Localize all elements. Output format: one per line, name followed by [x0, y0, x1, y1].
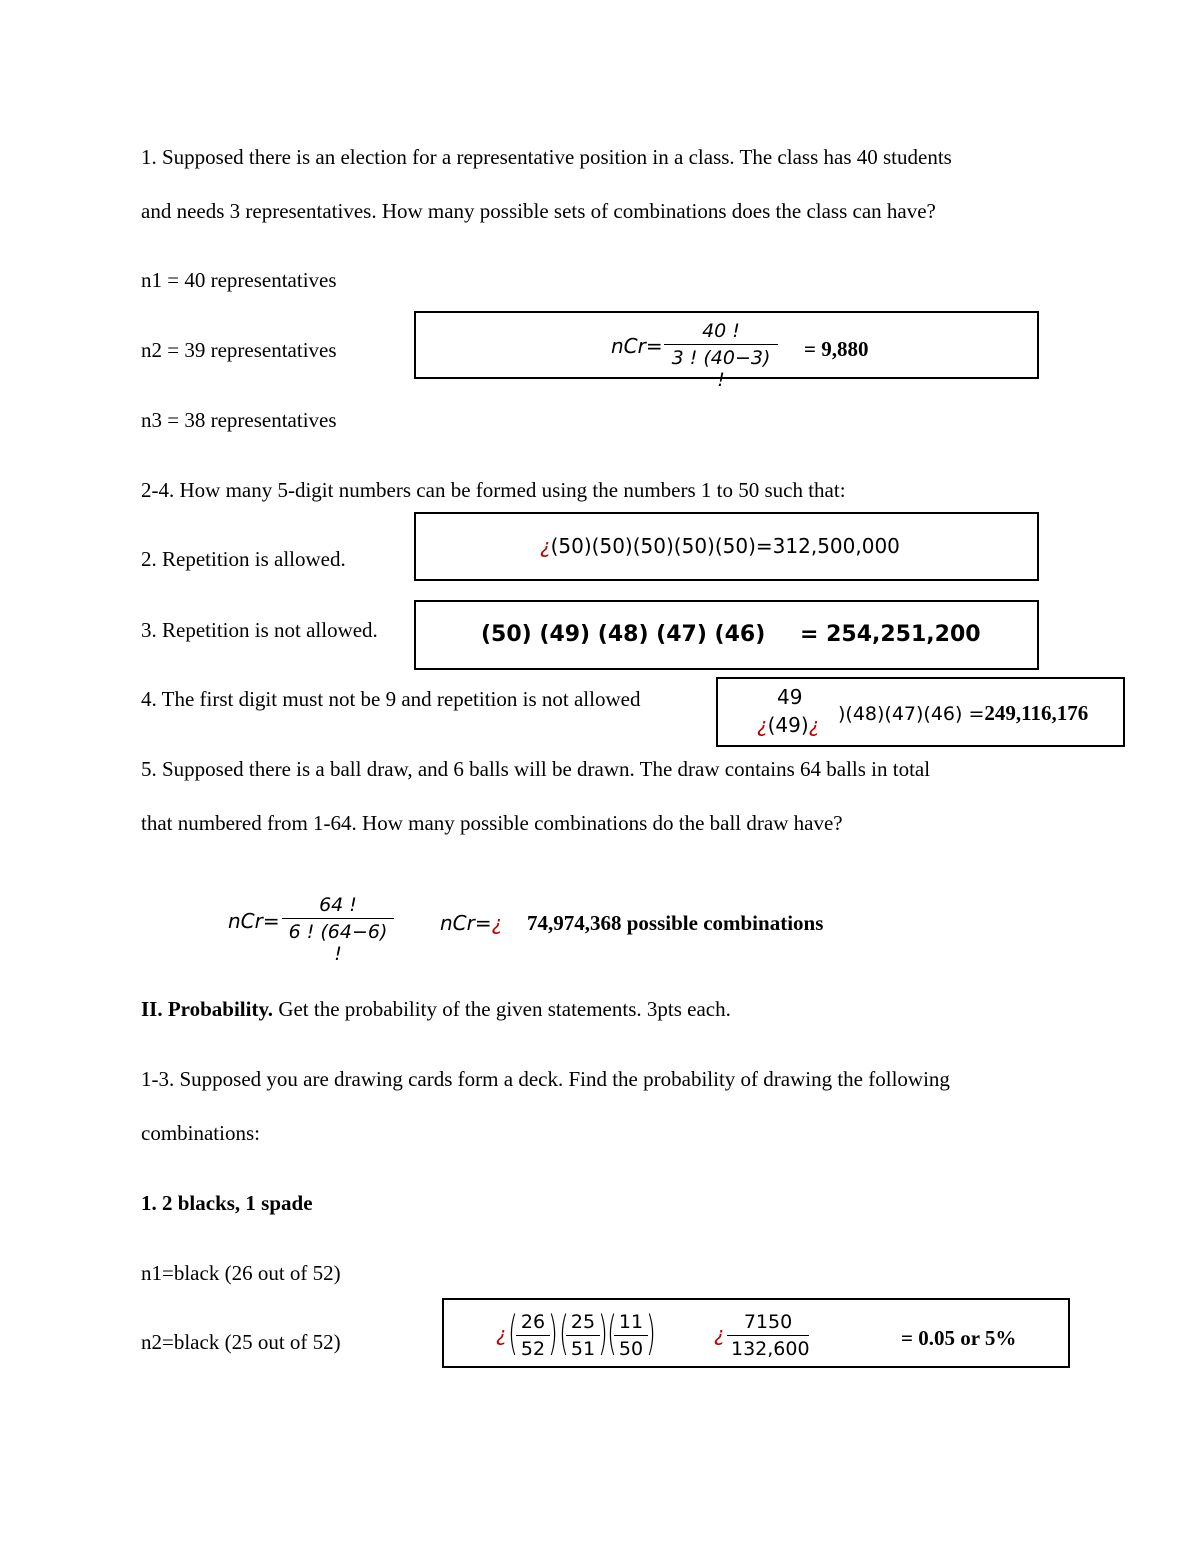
paren-open-1: (: [508, 1306, 518, 1360]
fraction-3-numerator: 11: [614, 1311, 648, 1336]
paren-close-3: ): [646, 1306, 656, 1360]
fraction-11-50: [614, 1311, 648, 1360]
part2-sub1: 1. 2 blacks, 1 spade: [141, 1191, 313, 1215]
q5-formula-fraction: [282, 894, 394, 965]
fraction-1-numerator: 26: [516, 1311, 550, 1336]
q2-answer: [540, 535, 900, 557]
q1-result: = 9,880: [804, 337, 869, 361]
part2-intro-line2: combinations:: [141, 1121, 260, 1145]
fraction-4-numerator: 7150: [727, 1311, 809, 1336]
fraction-26-52: [516, 1311, 550, 1360]
q1-line1: 1. Supposed there is an election for a representative position in a class. The class has 40 students: [141, 145, 952, 169]
q1-formula-lhs: nCr=: [611, 334, 663, 358]
q2-item: 2. Repetition is allowed.: [141, 547, 346, 571]
q1-formula-fraction: [664, 320, 778, 391]
fraction-25-51: [566, 1311, 600, 1360]
fraction-4-denominator: 132,600: [731, 1338, 810, 1360]
q4-rest-text: )(48)(47)(46) =: [838, 703, 985, 725]
part2-heading-rest: Get the probability of the given statements. 3pts each.: [273, 997, 731, 1021]
fraction-2-numerator: 25: [566, 1311, 600, 1336]
q2-symbol: ¿: [540, 534, 551, 558]
part2-heading-bold: II. Probability.: [141, 997, 274, 1021]
q1-n3: n3 = 38 representatives: [141, 408, 337, 432]
q4-symbol-1: ¿: [757, 713, 768, 737]
q2-answer-text: (50)(50)(50)(50)(50)=312,500,000: [550, 534, 900, 558]
fraction-7150-132600: [727, 1311, 809, 1360]
q4-mid: [757, 714, 819, 736]
q2-4-intro: 2-4. How many 5-digit numbers can be formed using the numbers 1 to 50 such that:: [141, 478, 846, 502]
q1-formula-numerator: 40 !: [664, 320, 778, 345]
q1-formula-denominator: 3 ! (40−3) !: [671, 347, 771, 391]
q1-n2: n2 = 39 representatives: [141, 338, 337, 362]
q3-item: 3. Repetition is not allowed.: [141, 618, 378, 642]
paren-close-2: ): [598, 1306, 608, 1360]
q5-symbol: ¿: [491, 911, 503, 935]
part2-n2: n2=black (25 out of 52): [141, 1330, 341, 1354]
fraction-2-denominator: 51: [570, 1338, 596, 1360]
part2-symbol-2: ¿: [714, 1322, 725, 1346]
q3-answer: (50) (49) (48) (47) (46): [481, 622, 766, 647]
paren-close-1: ): [548, 1306, 558, 1360]
part2-heading: [141, 997, 731, 1021]
q5-result: 74,974,368 possible combinations: [527, 911, 824, 935]
part2-n1: n1=black (26 out of 52): [141, 1261, 341, 1285]
q4-top: 49: [777, 685, 803, 709]
paren-open-3: (: [607, 1306, 617, 1360]
part2-intro-line1: 1-3. Supposed you are drawing cards form a deck. Find the probability of drawing the following: [141, 1067, 950, 1091]
q5-line2: that numbered from 1-64. How many possible combinations do the ball draw have?: [141, 811, 843, 835]
q4-result: 249,116,176: [984, 701, 1089, 725]
q5-lhs2-text: nCr=: [440, 911, 492, 935]
q1-line2: and needs 3 representatives. How many possible sets of combinations does the class can have?: [141, 199, 936, 223]
q3-result: = 254,251,200: [800, 622, 981, 647]
fraction-1-denominator: 52: [520, 1338, 546, 1360]
q5-line1: 5. Supposed there is a ball draw, and 6 balls will be drawn. The draw contains 64 balls in total: [141, 757, 931, 781]
q5-lhs2: [440, 912, 502, 934]
q5-formula-denominator: 6 ! (64−6) !: [288, 921, 388, 965]
paren-open-2: (: [559, 1306, 569, 1360]
q5-formula-lhs: nCr=: [228, 909, 280, 933]
q4-rest: [838, 701, 1088, 726]
fraction-3-denominator: 50: [618, 1338, 644, 1360]
q4-item: 4. The first digit must not be 9 and repetition is not allowed: [141, 687, 641, 711]
part2-symbol: ¿: [496, 1322, 507, 1346]
q1-n1: n1 = 40 representatives: [141, 268, 337, 292]
q4-symbol-2: ¿: [808, 713, 820, 737]
part2-result: = 0.05 or 5%: [901, 1326, 1017, 1350]
q4-mid-text: (49): [767, 713, 809, 737]
q5-formula-numerator: 64 !: [282, 894, 394, 919]
